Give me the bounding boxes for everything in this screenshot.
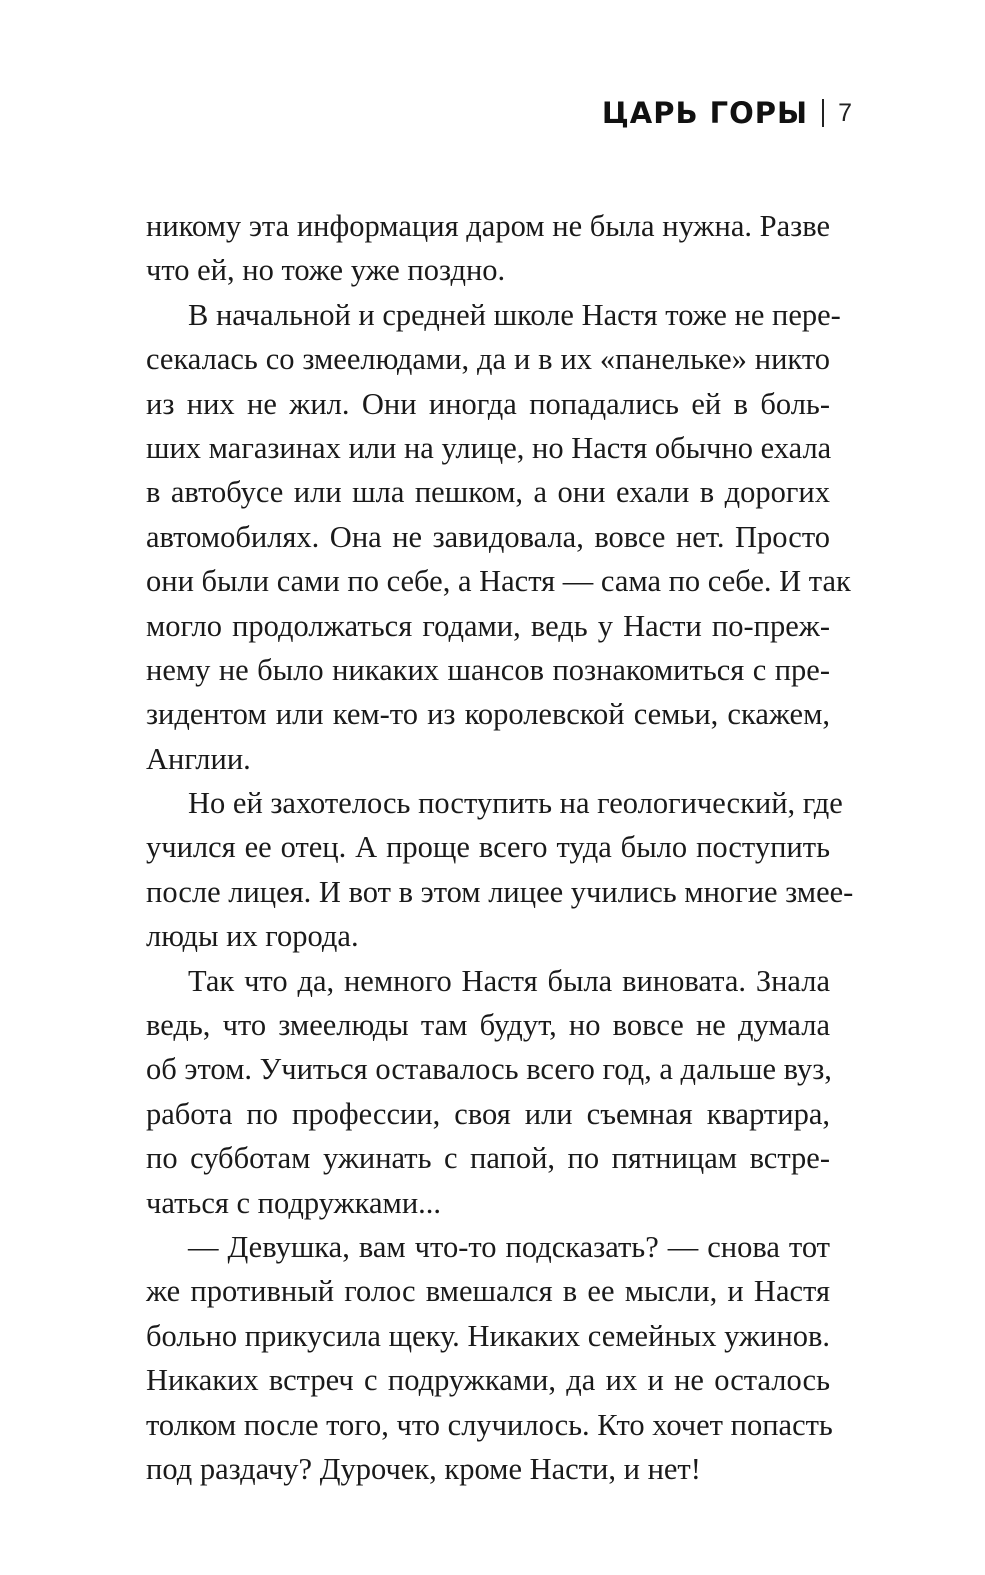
text-line: что ей, но тоже уже поздно.: [146, 253, 506, 288]
text-line: Англии.: [146, 741, 251, 776]
text-line: Но ей захотелось поступить на геологический, где: [188, 786, 843, 821]
text-line: под раздачу? Дурочек, кроме Насти, и нет!: [146, 1451, 701, 1486]
book-title: ЦАРЬ ГОРЫ: [601, 96, 809, 130]
text-line: же противный голос вмешался в ее мысли, и Настя: [146, 1274, 830, 1309]
text-line: они были сами по себе, а Настя — сама по себе. И так: [146, 564, 851, 599]
text-line: Так что да, немного Настя была виновата. Знала: [188, 963, 830, 998]
body-text: [146, 204, 854, 1491]
text-line: ведь, что змеелюды там будут, но вовсе не думала: [146, 1008, 830, 1043]
text-line: Никаких встреч с подружками, да их и не осталось: [146, 1363, 830, 1398]
text-line: больно прикусила щеку. Никаких семейных ужинов.: [146, 1318, 830, 1353]
text-line: никому эта информация даром не была нужна. Разве: [146, 209, 830, 243]
text-line: люды их города.: [146, 919, 359, 954]
text-line: об этом. Учиться оставалось всего год, а дальше вуз,: [146, 1052, 832, 1087]
text-line: нему не было никаких шансов познакомиться с пре-: [146, 652, 830, 687]
header-divider: [822, 99, 824, 127]
text-line: работа по профессии, своя или съемная квартира,: [146, 1096, 830, 1131]
text-line: зидентом или кем-то из королевской семьи, скажем,: [146, 697, 830, 732]
text-line: автомобилях. Она не завидовала, вовсе нет. Просто: [146, 519, 830, 554]
text-line: ших магазинах или на улице, но Настя обычно ехала: [146, 430, 832, 465]
page-number: 7: [838, 98, 852, 127]
text-line: учился ее отец. А проще всего туда было поступить: [146, 830, 830, 865]
text-line: чаться с подружками...: [146, 1185, 442, 1220]
text-line: в автобусе или шла пешком, а они ехали в дорогих: [146, 475, 830, 510]
text-line: В начальной и средней школе Настя тоже не пере-: [188, 297, 841, 332]
text-line: по субботам ужинать с папой, по пятницам встре-: [146, 1141, 830, 1176]
text-line: могло продолжаться годами, ведь у Насти по-преж-: [146, 608, 830, 643]
text-line: из них не жил. Они иногда попадались ей в боль-: [146, 386, 830, 421]
running-header: [602, 96, 852, 130]
text-line: секалась со змеелюдами, да и в их «панельке» никто: [146, 342, 830, 377]
text-line: толком после того, что случилось. Кто хочет попасть: [146, 1407, 833, 1442]
text-line: — Девушка, вам что-то подсказать? — снова тот: [188, 1229, 830, 1264]
text-line: после лицея. И вот в этом лицее учились многие змее-: [146, 874, 854, 909]
